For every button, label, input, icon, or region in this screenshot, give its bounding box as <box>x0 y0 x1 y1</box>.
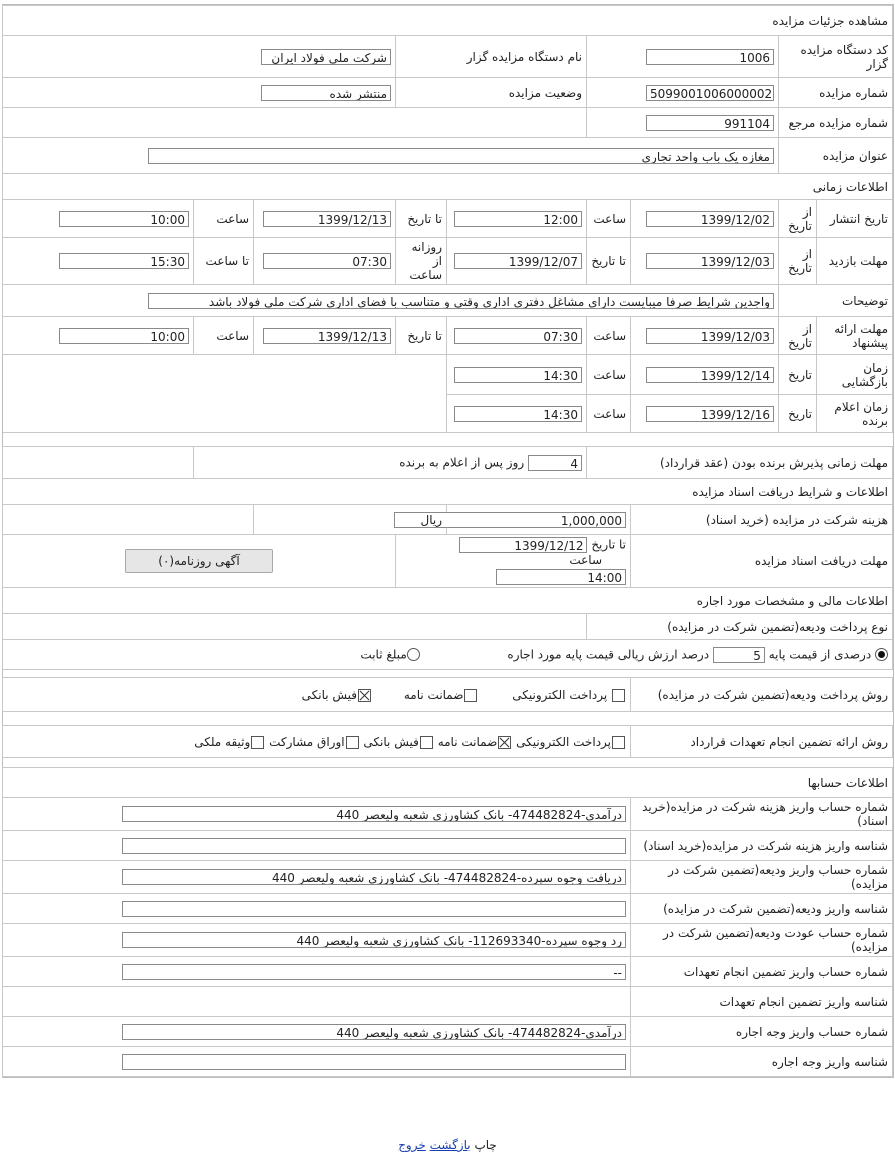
device-code-label: کد دستگاه مزایده گزار <box>779 36 893 78</box>
accounts-header: اطلاعات حسابها <box>3 768 893 798</box>
commit-guarantee-checkbox[interactable] <box>498 736 511 749</box>
visit-to-date-label: تا تاریخ <box>587 238 631 285</box>
proposal-label: مهلت ارائه پیشنهاد <box>817 317 893 355</box>
newspaper-ad-button[interactable]: آگهی روزنامه(۰) <box>125 549 273 573</box>
acceptance-label: مهلت زمانی پذیرش برنده بودن (عقد قرارداد) <box>587 447 893 479</box>
fee-field: 1,000,000 <box>394 512 626 528</box>
auction-status-field: منتشر شده <box>261 85 391 101</box>
opening-date-label: تاریخ <box>779 355 817 395</box>
opening-label: زمان بازگشایی <box>817 355 893 395</box>
visit-daily-label: روزانه از ساعت <box>396 238 447 285</box>
deposit-fixed-label: مبلغ ثابت <box>360 647 407 661</box>
visit-to-hour-label: تا ساعت <box>194 238 254 285</box>
account-field: -- <box>122 964 626 980</box>
publish-from-time: 12:00 <box>454 211 582 227</box>
finance-header: اطلاعات مالی و مشخصات مورد اجاره <box>3 588 893 614</box>
opening-hour-label: ساعت <box>587 355 631 395</box>
commit-bankslip-label: فیش بانکی <box>363 734 419 749</box>
device-name-label: نام دستگاه مزایده گزار <box>396 36 587 78</box>
deposit-guarantee-checkbox[interactable] <box>464 689 477 702</box>
deposit-percent-suffix: درصد ارزش ریالی قیمت پایه مورد اجاره <box>507 647 710 661</box>
publish-label: تاریخ انتشار <box>817 200 893 238</box>
proposal-to-label: تا تاریخ <box>396 317 447 355</box>
visit-to-date: 1399/12/07 <box>454 253 582 269</box>
commit-bonds-label: اوراق مشارکت <box>269 734 345 749</box>
publish-from-date: 1399/12/02 <box>646 211 774 227</box>
proposal-hour-label: ساعت <box>587 317 631 355</box>
publish-to-hour-label: ساعت <box>194 200 254 238</box>
account-label: شناسه واریز تضمین انجام تعهدات <box>631 987 893 1017</box>
fee-unit: ریال <box>254 505 447 535</box>
account-field <box>122 1054 626 1070</box>
proposal-from-label: از تاریخ <box>779 317 817 355</box>
auction-details-panel <box>2 4 894 1078</box>
opening-time: 14:30 <box>454 367 582 383</box>
deposit-guarantee-label: ضمانت نامه <box>403 687 464 702</box>
account-label: شماره حساب واریز ودیعه(تضمین شرکت در مزایده) <box>631 861 893 894</box>
account-field <box>122 838 626 854</box>
account-label: شماره حساب واریز وجه اجاره <box>631 1017 893 1047</box>
auction-number-field: 5099001006000002 <box>646 85 774 101</box>
commit-bonds-checkbox[interactable] <box>346 736 359 749</box>
account-label: شناسه واریز ودیعه(تضمین شرکت در مزایده) <box>631 894 893 924</box>
visit-from-date: 1399/12/03 <box>646 253 774 269</box>
account-field: درآمدی-474482824- بانک کشاورزی شعبه ولیعصر 440 <box>122 806 626 822</box>
auction-title-field: مغازه یک باب واحد تجاری <box>148 148 774 164</box>
docs-to-date-label: تا تاریخ <box>591 537 626 552</box>
account-label: شناسه واریز وجه اجاره <box>631 1047 893 1077</box>
back-link[interactable]: بازگشت <box>429 1138 471 1152</box>
footer-links <box>0 1138 895 1152</box>
proposal-to-time: 10:00 <box>59 328 189 344</box>
commitment-method-label: روش ارائه تضمین انجام تعهدات قرارداد <box>631 726 893 758</box>
docs-hour-label: ساعت <box>569 553 602 567</box>
account-label: شماره حساب واریز هزینه شرکت در مزایده(خرید اسناد) <box>631 798 893 831</box>
deposit-percent-radio[interactable] <box>875 648 888 661</box>
account-label: شماره حساب واریز تضمین انجام تعهدات <box>631 957 893 987</box>
account-label: شماره حساب عودت ودیعه(تضمین شرکت در مزایده) <box>631 924 893 957</box>
reference-number-label: شماره مزایده مرجع <box>779 108 893 138</box>
docs-header: اطلاعات و شرایط دریافت اسناد مزایده <box>3 479 893 505</box>
deposit-electronic-label: پرداخت الکترونیکی <box>512 687 608 702</box>
reference-number-field: 991104 <box>646 115 774 131</box>
winner-time: 14:30 <box>454 406 582 422</box>
deposit-fixed-radio[interactable] <box>407 648 420 661</box>
deposit-percent-label: درصدی از قیمت پایه <box>768 647 872 661</box>
fee-label: هزینه شرکت در مزایده (خرید اسناد) <box>631 505 893 535</box>
deposit-percent-value: 5 <box>713 647 765 663</box>
proposal-from-date: 1399/12/03 <box>646 328 774 344</box>
time-info-header: اطلاعات زمانی <box>3 174 893 200</box>
visit-from-time: 07:30 <box>263 253 391 269</box>
exit-link[interactable]: خروج <box>398 1138 426 1152</box>
deposit-method-label: روش پرداخت ودیعه(تضمین شرکت در مزایده) <box>631 678 893 712</box>
acceptance-suffix: روز پس از اعلام به برنده <box>399 455 525 469</box>
proposal-from-time: 07:30 <box>454 328 582 344</box>
commit-guarantee-label: ضمانت نامه <box>437 734 498 749</box>
docs-time: 14:00 <box>496 569 626 585</box>
commit-bankslip-checkbox[interactable] <box>420 736 433 749</box>
winner-label: زمان اعلام برنده <box>817 395 893 433</box>
winner-date-label: تاریخ <box>779 395 817 433</box>
publish-hour-label: ساعت <box>587 200 631 238</box>
commit-electronic-checkbox[interactable] <box>612 736 625 749</box>
auction-number-label: شماره مزایده <box>779 78 893 108</box>
visit-to-time: 15:30 <box>59 253 189 269</box>
account-field: دریافت وجوه سپرده-474482824- بانک کشاورزی شعبه ولیعصر 440 <box>122 869 626 885</box>
description-field: واجدین شرایط صرفا میبایست دارای مشاغل دفتری اداری وقتی و متناسب با فضای اداری شرکت ملی فولاد باشد <box>148 293 774 309</box>
account-field: رد وجوه سپرده-112693340- بانک کشاورزی شعبه ولیعصر 440 <box>122 932 626 948</box>
proposal-to-date: 1399/12/13 <box>263 328 391 344</box>
publish-to-date: 1399/12/13 <box>263 211 391 227</box>
visit-from-label: از تاریخ <box>779 238 817 285</box>
device-name-field: شرکت ملی فولاد ایران <box>261 49 391 65</box>
visit-label: مهلت بازدید <box>817 238 893 285</box>
print-link[interactable]: چاپ <box>474 1138 497 1152</box>
description-label: توضیحات <box>779 285 893 317</box>
winner-hour-label: ساعت <box>587 395 631 433</box>
account-label: شناسه واریز هزینه شرکت در مزایده(خرید اسناد) <box>631 831 893 861</box>
auction-status-label: وضعیت مزایده <box>396 78 587 108</box>
proposal-to-hour-label: ساعت <box>194 317 254 355</box>
opening-date: 1399/12/14 <box>646 367 774 383</box>
deposit-type-label: نوع پرداخت ودیعه(تضمین شرکت در مزایده) <box>587 614 893 640</box>
page-title: مشاهده جزئیات مزایده <box>3 6 893 36</box>
publish-to-time: 10:00 <box>59 211 189 227</box>
deposit-bankslip-checkbox[interactable] <box>358 689 371 702</box>
docs-deadline-label: مهلت دریافت اسناد مزایده <box>631 535 893 588</box>
account-field <box>122 901 626 917</box>
auction-title-label: عنوان مزایده <box>779 138 893 174</box>
publish-from-label: از تاریخ <box>779 200 817 238</box>
deposit-electronic-checkbox[interactable] <box>612 689 625 702</box>
acceptance-days: 4 <box>528 455 582 471</box>
publish-to-label: تا تاریخ <box>396 200 447 238</box>
account-field: درآمدی-474482824- بانک کشاورزی شعبه ولیعصر 440 <box>122 1024 626 1040</box>
commit-property-label: وثیقه ملکی <box>194 734 251 749</box>
docs-to-date: 1399/12/12 <box>459 537 587 553</box>
commit-property-checkbox[interactable] <box>251 736 264 749</box>
commit-electronic-label: پرداخت الکترونیکی <box>516 734 611 749</box>
device-code-field: 1006 <box>646 49 774 65</box>
winner-date: 1399/12/16 <box>646 406 774 422</box>
auction-details-table <box>2 5 893 1077</box>
deposit-bankslip-label: فیش بانکی <box>301 687 358 702</box>
